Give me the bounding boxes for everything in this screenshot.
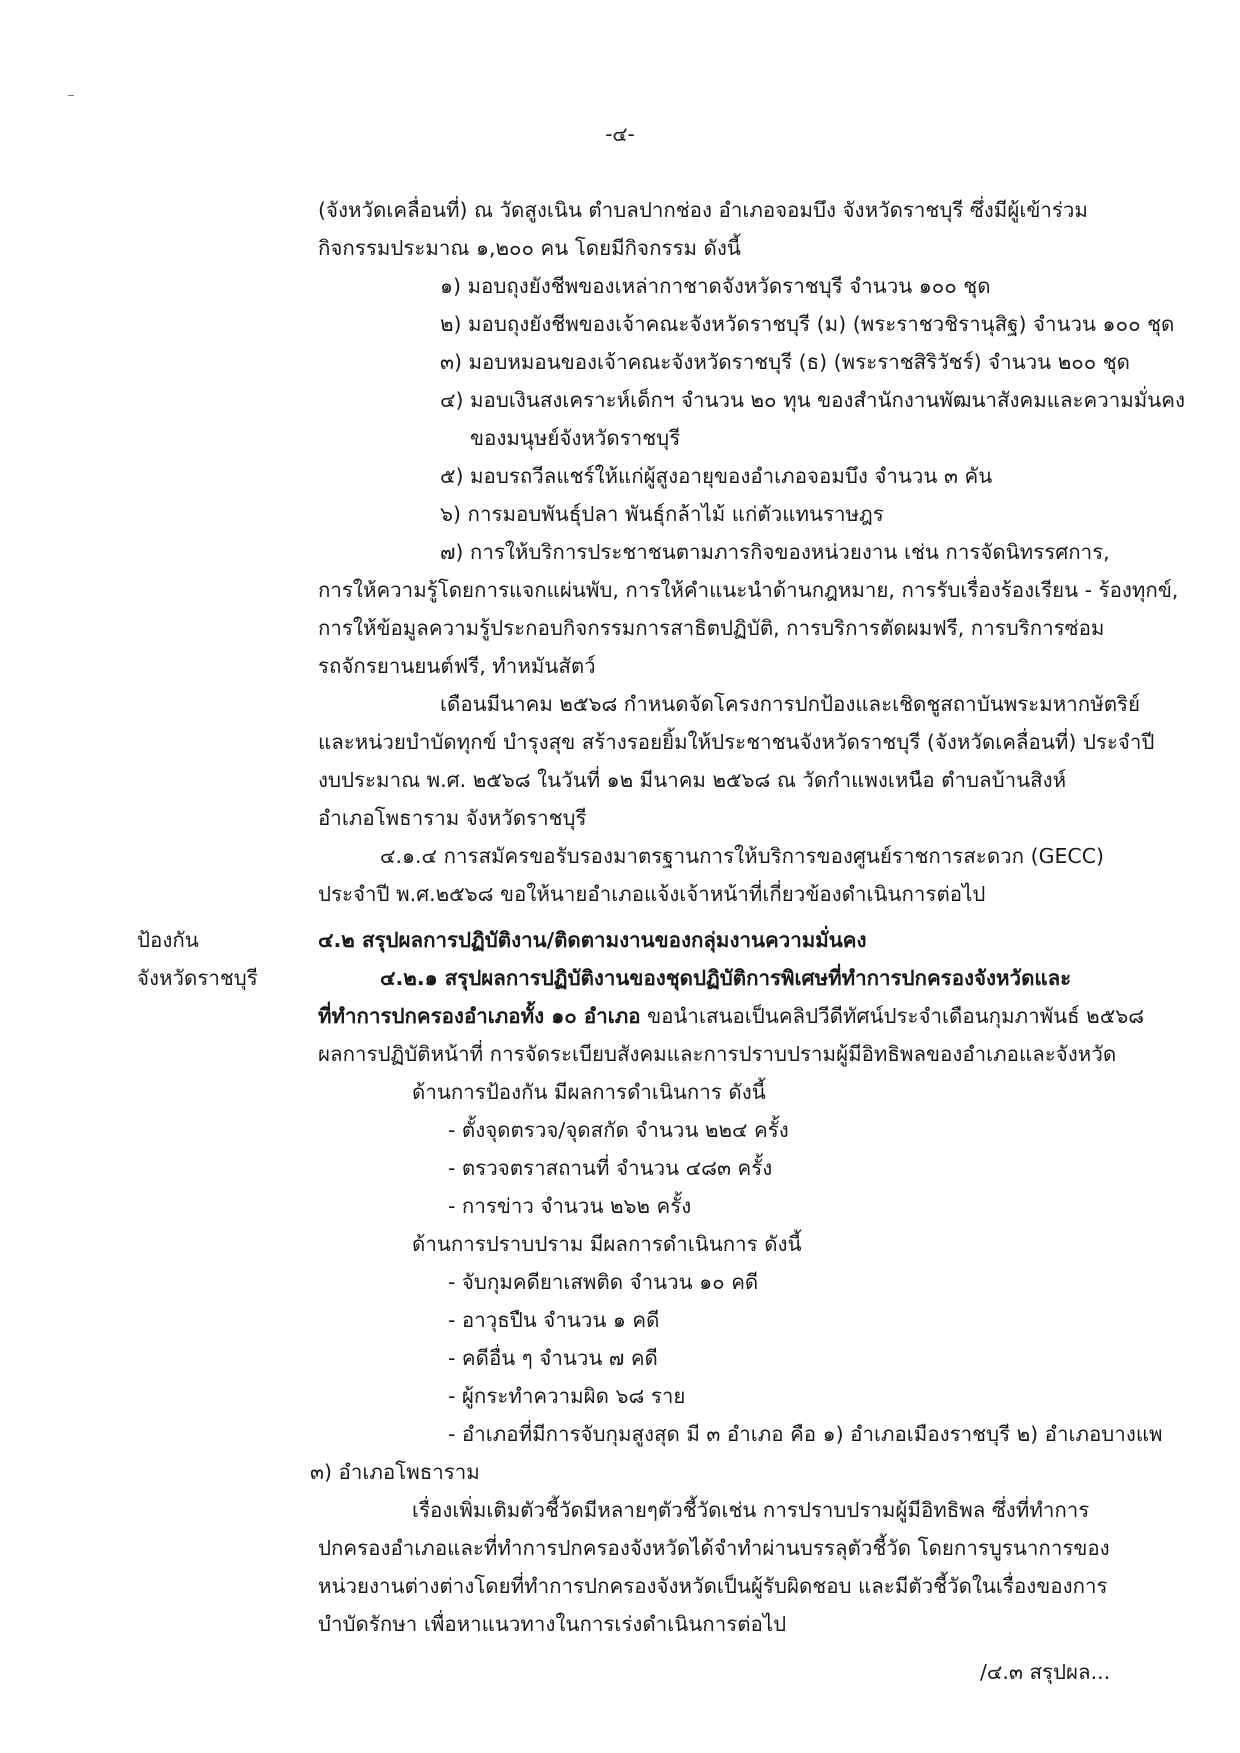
suppression-item: - จับกุมคดียาเสพติด จำนวน ๑๐ คดี — [448, 1270, 759, 1294]
subsection-rest: ขอนำเสนอเป็นคลิปวีดีทัศน์ประจำเดือนกุมภาพันธ์ ๒๕๖๘ — [640, 1004, 1145, 1028]
intro-line-2: กิจกรรมประมาณ ๑,๒๐๐ คน โดยมีกิจกรรม ดังนี้ — [318, 236, 741, 260]
suppression-heading: ด้านการปราบปราม มีผลการดำเนินการ ดังนี้ — [412, 1232, 802, 1256]
march-line: อำเภอโพธาราม จังหวัดราชบุรี — [318, 806, 587, 830]
activity-item: ๓) มอบหมอนของเจ้าคณะจังหวัดราชบุรี (ธ) (พระราชสิริวัชร์) จำนวน ๒๐๐ ชุด — [440, 350, 1130, 374]
sidebar-label-2: จังหวัดราชบุรี — [137, 966, 258, 990]
closing-line: บำบัดรักษา เพื่อหาแนวทางในการเร่งดำเนินการต่อไป — [318, 1612, 787, 1636]
activity-item: ๑) มอบถุงยังชีพของเหล่ากาชาดจังหวัดราชบุรี จำนวน ๑๐๐ ชุด — [440, 274, 991, 298]
march-line: เดือนมีนาคม ๒๕๖๘ กำหนดจัดโครงการปกป้องและเชิดชูสถาบันพระมหากษัตริย์ — [440, 692, 1141, 716]
activity-item: ๕) มอบรถวีลแชร์ให้แก่ผู้สูงอายุของอำเภอจอมบึง จำนวน ๓ คัน — [440, 464, 993, 488]
intro-line-1: (จังหวัดเคลื่อนที่) ณ วัดสูงเนิน ตำบลปากช่อง อำเภอจอมบึง จังหวัดราชบุรี ซึ่งมีผู้เข้าร่วม — [318, 198, 1088, 222]
suppression-item: - คดีอื่น ๆ จำนวน ๗ คดี — [448, 1346, 658, 1370]
page-number: -๔- — [605, 122, 635, 146]
prevention-item: - ตรวจตราสถานที่ จำนวน ๔๘๓ ครั้ง — [448, 1156, 773, 1180]
activity-item-cont: ของมนุษย์จังหวัดราชบุรี — [470, 426, 681, 450]
closing-line: ปกครองอำเภอและที่ทำการปกครองจังหวัดได้จำทำผ่านบรรลุตัวชี้วัด โดยการบูรนาการของ — [318, 1536, 1110, 1560]
subsection-line-3: ผลการปฏิบัติหน้าที่ การจัดระเบียบสังคมและการปราบปรามผู้มีอิทธิพลของอำเภอและจังหวัด — [318, 1042, 1117, 1066]
activity-item-cont: รถจักรยานยนต์ฟรี, ทำหมันสัตว์ — [318, 654, 596, 678]
activity-item: ๗) การให้บริการประชาชนตามภารกิจของหน่วยงาน เช่น การจัดนิทรรศการ, — [440, 540, 1110, 564]
prevention-heading: ด้านการป้องกัน มีผลการดำเนินการ ดังนี้ — [412, 1080, 766, 1104]
subsection-heading: ๔.๒.๑ สรุปผลการปฏิบัติงานของชุดปฏิบัติการพิเศษที่ทำการปกครองจังหวัดและ — [380, 966, 1072, 990]
next-page-ref: /๔.๓ สรุปผล... — [980, 1660, 1111, 1684]
gecc-line: ๔.๑.๔ การสมัครขอรับรองมาตรฐานการให้บริการของศูนย์ราชการสะดวก (GECC) — [380, 844, 1105, 868]
suppression-item: - อำเภอที่มีการจับกุมสูงสุด มี ๓ อำเภอ คือ ๑) อำเภอเมืองราชบุรี ๒) อำเภอบางแพ — [448, 1422, 1163, 1446]
march-line: และหน่วยบำบัดทุกข์ บำรุงสุข สร้างรอยยิ้มให้ประชาชนจังหวัดราชบุรี (จังหวัดเคลื่อนที่) ประจำปี — [318, 730, 1155, 754]
suppression-item-cont: ๓) อำเภอโพธาราม — [310, 1460, 480, 1484]
activity-item: ๒) มอบถุงยังชีพของเจ้าคณะจังหวัดราชบุรี (ม) (พระราชวชิรานุสิฐ) จำนวน ๑๐๐ ชุด — [440, 312, 1175, 336]
activity-item-cont: การให้ความรู้โดยการแจกแผ่นพับ, การให้คำแนะนำด้านกฎหมาย, การรับเรื่องร้องเรียน - ร้องทุกข์, — [318, 578, 1179, 602]
gecc-line: ประจำปี พ.ศ.๒๕๖๘ ขอให้นายอำเภอแจ้งเจ้าหน้าที่เกี่ยวข้องดำเนินการต่อไป — [318, 882, 986, 906]
sidebar-label-1: ป้องกัน — [137, 928, 199, 952]
prevention-item: - ตั้งจุดตรวจ/จุดสกัด จำนวน ๒๒๔ ครั้ง — [448, 1118, 789, 1142]
activity-item: ๖) การมอบพันธุ์ปลา พันธุ์กล้าไม้ แก่ตัวแทนราษฎร — [440, 502, 884, 526]
scan-mark — [68, 95, 74, 96]
subsection-bold: ที่ทำการปกครองอำเภอทั้ง ๑๐ อำเภอ — [318, 1004, 641, 1028]
prevention-item: - การข่าว จำนวน ๒๖๒ ครั้ง — [448, 1194, 692, 1218]
closing-line: เรื่องเพิ่มเติมตัวชี้วัดมีหลายๆตัวชี้วัดเช่น การปราบปรามผู้มีอิทธิพล ซึ่งที่ทำการ — [412, 1498, 1090, 1522]
section-heading: ๔.๒ สรุปผลการปฏิบัติงาน/ติดตามงานของกลุ่มงานความมั่นคง — [318, 928, 867, 952]
suppression-item: - ผู้กระทำความผิด ๖๘ ราย — [448, 1384, 686, 1408]
subsection-line-2 — [318, 1001, 1144, 1031]
closing-line: หน่วยงานต่างต่างโดยที่ทำการปกครองจังหวัดเป็นผู้รับผิดชอบ และมีตัวชี้วัดในเรื่องของการ — [318, 1574, 1108, 1598]
suppression-item: - อาวุธปืน จำนวน ๑ คดี — [448, 1308, 660, 1332]
activity-item: ๔) มอบเงินสงเคราะห์เด็กฯ จำนวน ๒๐ ทุน ของสำนักงานพัฒนาสังคมและความมั่นคง — [440, 388, 1186, 412]
march-line: งบประมาณ พ.ศ. ๒๕๖๘ ในวันที่ ๑๒ มีนาคม ๒๕๖๘ ณ วัดกำแพงเหนือ ตำบลบ้านสิงห์ — [318, 768, 1067, 792]
activity-item-cont: การให้ข้อมูลความรู้ประกอบกิจกรรมการสาธิตปฏิบัติ, การบริการตัดผมฟรี, การบริการซ่อม — [318, 616, 1105, 640]
